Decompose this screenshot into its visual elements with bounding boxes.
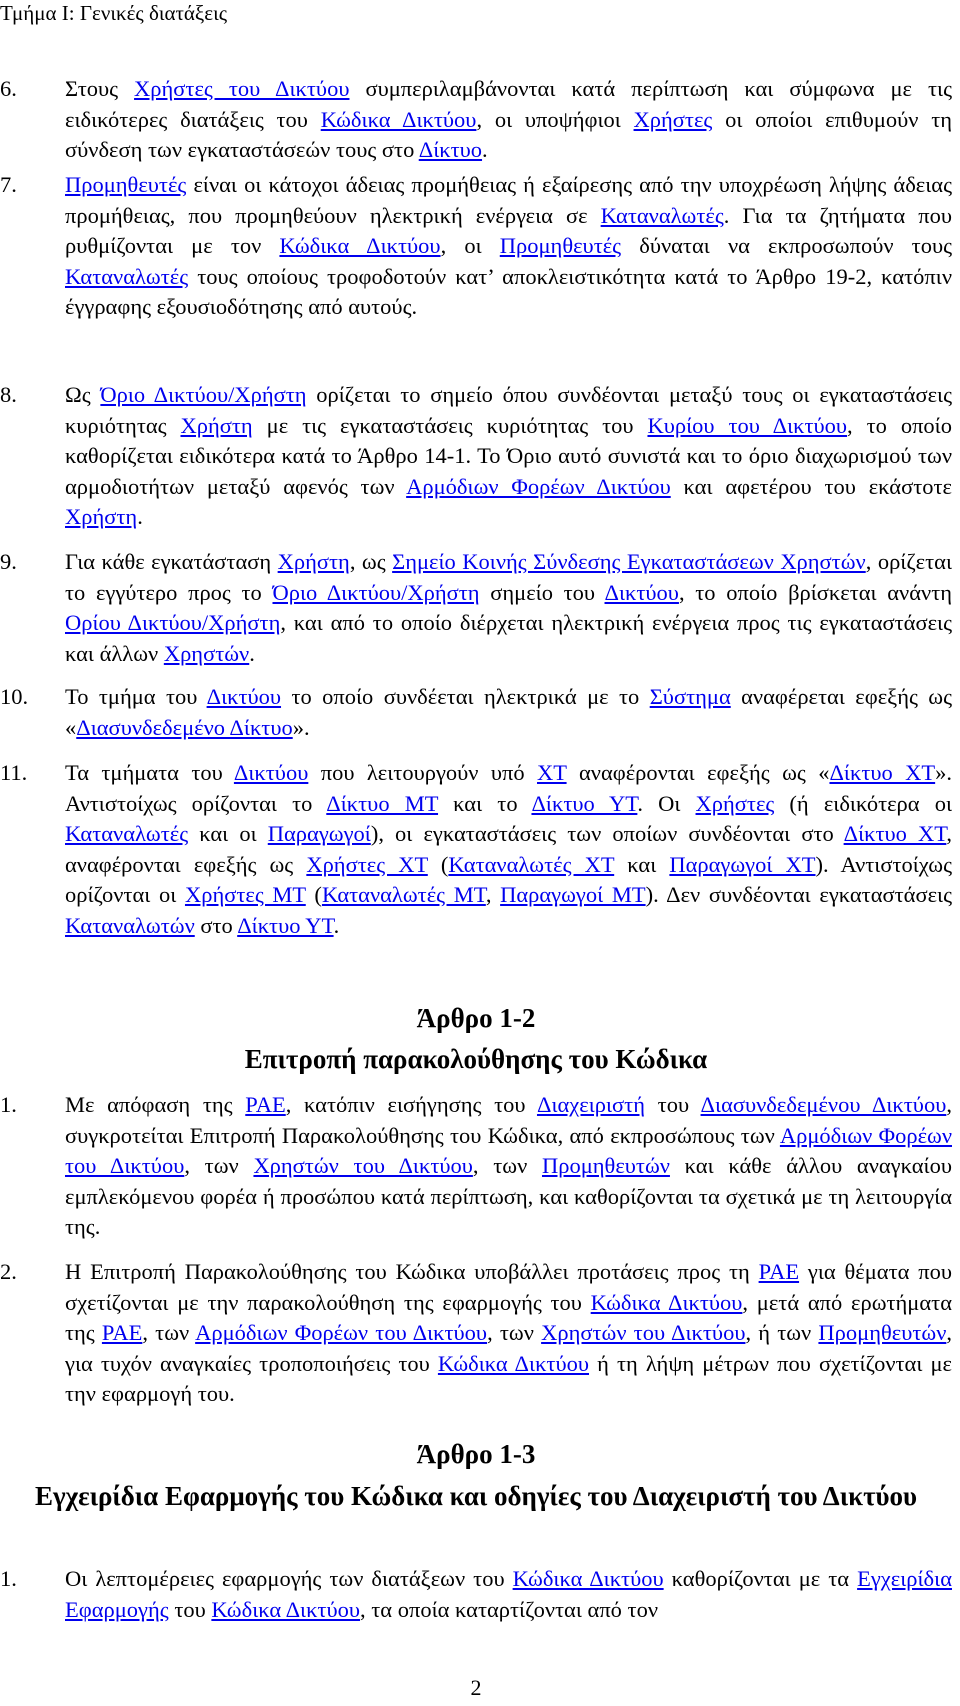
paragraph-1-3-1: [0, 1564, 952, 1625]
paragraph-text: , οι: [440, 233, 500, 258]
term-link[interactable]: Δίκτυο ΧΤ: [843, 821, 947, 846]
term-link[interactable]: Καταναλωτών: [65, 912, 195, 938]
article-subheading: Επιτροπή παρακολούθησης του Κώδικα: [244, 1044, 708, 1074]
paragraph-text: .: [482, 137, 488, 162]
paragraph-text: οι οποίοι επιθυμούν τη σύνδεση των εγκαταστάσεών τους στο: [65, 106, 953, 162]
paragraph-body: [65, 758, 952, 941]
paragraph-6: [0, 74, 952, 166]
paragraph-text: ορίζεται το σημείο όπου συνδέονται μεταξύ τους οι εγκαταστάσεις κυριότητας: [65, 382, 952, 438]
paragraph-text: με τις εγκαταστάσεις κυριότητας του: [252, 412, 648, 438]
paragraph-text: Οι λεπτομέρειες εφαρμογής των διατάξεων του: [65, 1566, 513, 1591]
paragraph-text: Με απόφαση της: [65, 1092, 246, 1117]
paragraph-11: [0, 758, 952, 941]
paragraph-text: .: [137, 504, 143, 529]
paragraph-text: καθορίζονται με τα: [663, 1566, 858, 1591]
paragraph-text: , των: [487, 1320, 542, 1345]
paragraph-text: , των: [142, 1320, 196, 1345]
term-link[interactable]: Καταναλωτές: [65, 263, 189, 289]
paragraph-body: [65, 1257, 952, 1410]
paragraph-text: , το οποίο βρίσκεται ανάντη: [678, 579, 953, 605]
paragraph-text: αναφέρεται εφεξής ως «: [65, 684, 953, 740]
paragraph-1-2-1: [0, 1090, 952, 1243]
paragraph-number: 8.: [0, 382, 17, 407]
paragraph-text: , το οποίο καθορίζεται ειδικότερα κατά το Άρθρο 14-1. Το Όριο αυτό συνιστά και το όριο διαχωρισμού των αρμοδιοτήτων μεταξύ αφενός των: [65, 412, 952, 499]
term-link[interactable]: Κώδικα Δικτύου: [320, 106, 477, 132]
paragraph-text: , κατόπιν εισήγησης του: [285, 1092, 537, 1117]
term-link[interactable]: Διασυνδεδεμένου Δικτύου: [700, 1092, 947, 1117]
paragraph-7: [0, 170, 952, 323]
paragraph-number: 10.: [0, 684, 29, 709]
term-link[interactable]: Δίκτυο: [418, 137, 483, 162]
term-link[interactable]: Κώδικα Δικτύου: [512, 1566, 664, 1591]
paragraph-text: (: [427, 851, 449, 877]
paragraph-text: στο: [194, 912, 238, 938]
term-link[interactable]: Διασυνδεδεμένο Δίκτυο: [76, 714, 293, 740]
paragraph-text: του: [168, 1596, 212, 1622]
paragraph-text: , οι υποψήφιοι: [476, 106, 634, 132]
term-link[interactable]: Αρμόδιων Φορέων του Δικτύου: [65, 1122, 952, 1178]
paragraph-body: [65, 74, 952, 166]
paragraph-body: [65, 547, 952, 669]
term-link[interactable]: Καταναλωτές ΧΤ: [448, 851, 615, 877]
term-link[interactable]: Κυρίου του Δικτύου: [647, 412, 848, 438]
term-link[interactable]: Παραγωγοί ΧΤ: [669, 851, 816, 877]
paragraph-text: και αφετέρου του εκάστοτε: [670, 473, 952, 499]
paragraph-1-2-2: [0, 1257, 952, 1410]
term-link[interactable]: Παραγωγοί: [267, 821, 371, 846]
term-link[interactable]: Σύστημα: [649, 684, 731, 709]
term-link[interactable]: Δίκτυο ΧΤ: [829, 760, 936, 785]
paragraph-text: τους οποίους τροφοδοτούν κατ’ αποκλειστικότητα κατά το Άρθρο 19-2, κατόπιν έγγραφης εξουσιοδότησης από αυτούς.: [65, 263, 952, 319]
paragraph-text: αναφέρονται εφεξής ως «: [566, 760, 830, 785]
term-link[interactable]: Διαχειριστή: [536, 1092, 645, 1117]
term-link[interactable]: Δίκτυο ΥΤ: [531, 790, 638, 816]
paragraph-text: , των: [472, 1153, 542, 1178]
page-number: 2: [470, 1675, 482, 1700]
term-link[interactable]: Όριο Δικτύου/Χρήστη: [100, 382, 307, 407]
term-link[interactable]: Σημείο Κοινής Σύνδεσης Εγκαταστάσεων Χρηστών: [392, 549, 866, 574]
term-link[interactable]: Ορίου Δικτύου/Χρήστη: [65, 610, 281, 635]
paragraph-body: [65, 1564, 952, 1625]
paragraph-text: .: [249, 640, 255, 666]
paragraph-text: ,: [485, 882, 501, 907]
term-link[interactable]: Κώδικα Δικτύου: [279, 233, 441, 258]
paragraph-text: ». Αντιστοίχως ορίζονται το: [65, 760, 953, 816]
paragraph-text: Στους: [65, 76, 135, 101]
paragraph-number: 1.: [0, 1092, 17, 1117]
term-link[interactable]: Χρήστη: [180, 412, 253, 438]
term-link[interactable]: Κώδικα Δικτύου: [590, 1289, 743, 1315]
term-link[interactable]: ΡΑΕ: [101, 1320, 143, 1345]
term-link[interactable]: Καταναλωτές: [65, 821, 189, 846]
paragraph-text: , συγκροτείται Επιτροπή Παρακολούθησης του Κώδικα, από εκπροσώπους των: [65, 1092, 952, 1148]
paragraph-text: ), οι εγκαταστάσεις των οποίων συνδέονται στο: [370, 821, 844, 846]
paragraph-text: Ως: [65, 382, 101, 407]
paragraph-text: Το τμήμα του: [65, 684, 207, 709]
term-link[interactable]: Χρήστη: [277, 549, 350, 574]
paragraph-text: και το: [438, 790, 532, 816]
term-link[interactable]: ΡΑΕ: [245, 1092, 286, 1117]
paragraph-text: είναι οι κάτοχοι άδειας προμήθειας ή εξαίρεσης από την υποχρέωση λήψης άδειας προμήθειας, που προμηθεύουν ηλεκτρική ενέργεια σε: [65, 172, 952, 228]
term-link[interactable]: Αρμόδιων Φορέων Δικτύου: [406, 473, 671, 499]
paragraph-text: Για κάθε εγκατάσταση: [65, 549, 278, 574]
term-link[interactable]: Όριο Δικτύου/Χρήστη: [272, 579, 480, 605]
term-link[interactable]: Προμηθευτών: [541, 1153, 670, 1178]
term-link[interactable]: Εγχειρίδια Εφαρμογής: [65, 1566, 952, 1622]
term-link[interactable]: Προμηθευτές: [65, 172, 187, 197]
term-link[interactable]: Χρήστη: [65, 504, 138, 529]
paragraph-number: 6.: [0, 76, 17, 101]
paragraph-8: [0, 380, 952, 533]
term-link[interactable]: Κώδικα Δικτύου: [211, 1596, 360, 1622]
term-link[interactable]: ΡΑΕ: [758, 1259, 800, 1284]
paragraph-text: που λειτουργούν υπό: [308, 760, 537, 785]
paragraph-text: και οι: [188, 821, 268, 846]
paragraph-number: 1.: [0, 1566, 17, 1591]
term-link[interactable]: Χρηστών: [163, 640, 250, 666]
paragraph-number: 9.: [0, 549, 17, 574]
paragraph-text: ). Δεν συνδέονται εγκαταστάσεις: [645, 882, 953, 907]
term-link[interactable]: ΧΤ: [537, 760, 567, 785]
paragraph-text: συμπεριλαμβάνονται κατά περίπτωση και σύμφωνα με τις ειδικότερες διατάξεις του: [65, 76, 952, 132]
paragraph-text: .: [333, 912, 340, 938]
term-link[interactable]: Καταναλωτές: [600, 202, 724, 228]
term-link[interactable]: Προμηθευτών: [818, 1320, 947, 1345]
paragraph-text: , για τυχόν αναγκαίες τροποποιήσεις του: [65, 1320, 952, 1376]
paragraph-10: [0, 682, 952, 743]
paragraph-text: , ως: [349, 549, 393, 574]
paragraph-text: το οποίο συνδέεται ηλεκτρικά με το: [281, 684, 650, 709]
term-link[interactable]: Χρήστες ΜΤ: [184, 882, 306, 907]
term-link[interactable]: Αρμόδιων Φορέων του Δικτύου: [195, 1320, 488, 1345]
paragraph-text: , και από το οποίο διέρχεται ηλεκτρική ενέργεια προς τις εγκαταστάσεις και άλλων: [65, 610, 952, 666]
paragraph-text: σημείο του: [479, 579, 605, 605]
paragraph-text: για θέματα που σχετίζονται με την παρακολούθηση της εφαρμογής του: [65, 1259, 952, 1315]
paragraph-body: [65, 1090, 952, 1243]
paragraph-text: , μετά από ερωτήματα της: [65, 1289, 952, 1345]
paragraph-number: 2.: [0, 1259, 17, 1284]
paragraph-text: . Για τα ζητήματα που ρυθμίζονται με τον: [65, 202, 952, 258]
term-link[interactable]: Δίκτυο ΜΤ: [326, 790, 439, 816]
paragraph-text: . Οι: [637, 790, 696, 816]
term-link[interactable]: Χρήστες: [633, 106, 713, 132]
paragraph-text: , των: [184, 1153, 254, 1178]
article-subheading: Εγχειρίδια Εφαρμογής του Κώδικα και οδηγίες του Διαχειριστή του Δικτύου: [34, 1481, 918, 1511]
paragraph-text: (ή ειδικότερα οι: [774, 790, 952, 816]
paragraph-text: , ή των: [745, 1320, 819, 1345]
paragraph-text: ή τη λήψη μέτρων που σχετίζονται με την εφαρμογή του.: [65, 1350, 952, 1406]
term-link[interactable]: Καταναλωτές ΜΤ: [321, 882, 486, 907]
article-heading: Άρθρο 1-2: [416, 1003, 536, 1033]
term-link[interactable]: Χρηστών του Δικτύου: [541, 1320, 746, 1345]
term-link[interactable]: Παραγωγοί ΜΤ: [500, 882, 646, 907]
paragraph-text: και κάθε άλλου αναγκαίου εμπλεκόμενου φορέα ή προσώπου κατά περίπτωση, και καθορίζονται τα σχετικά με τη λειτουργία της.: [65, 1153, 952, 1239]
paragraph-text: και: [614, 851, 670, 877]
term-link[interactable]: Κώδικα Δικτύου: [437, 1350, 589, 1376]
term-link[interactable]: Χρηστών του Δικτύου: [253, 1153, 473, 1178]
paragraph-text: , αναφέρονται εφεξής ως: [65, 821, 952, 877]
paragraph-text: , τα οποία καταρτίζονται από τον: [360, 1596, 659, 1622]
paragraph-text: , ορίζεται το εγγύτερο προς το: [65, 549, 952, 605]
paragraph-body: [65, 380, 952, 533]
paragraph-9: [0, 547, 952, 669]
article-heading: Άρθρο 1-3: [416, 1439, 536, 1469]
term-link[interactable]: Δικτύου: [206, 684, 282, 709]
paragraph-text: Τα τμήματα του: [65, 760, 234, 785]
term-link[interactable]: Χρήστες του Δικτύου: [134, 76, 350, 101]
term-link[interactable]: Προμηθευτές: [499, 233, 622, 258]
term-link[interactable]: Δικτύου: [604, 579, 679, 605]
paragraph-text: Η Επιτροπή Παρακολούθησης του Κώδικα υποβάλλει προτάσεις προς τη: [65, 1259, 759, 1284]
paragraph-body: [65, 682, 952, 743]
term-link[interactable]: Δικτύου: [233, 760, 309, 785]
term-link[interactable]: Χρήστες: [695, 790, 775, 816]
term-link[interactable]: Δίκτυο ΥΤ: [237, 912, 334, 938]
paragraph-text: ). Αντιστοίχως ορίζονται οι: [65, 851, 953, 907]
term-link[interactable]: Χρήστες ΧΤ: [306, 851, 428, 877]
paragraph-text: ».: [292, 714, 310, 740]
page-header: Τμήμα Ι: Γενικές διατάξεις: [0, 1, 228, 25]
paragraph-text: του: [645, 1092, 701, 1117]
paragraph-number: 11.: [0, 760, 28, 785]
paragraph-text: δύναται να εκπροσωπούν τους: [621, 233, 952, 258]
paragraph-text: (: [305, 882, 322, 907]
paragraph-body: [65, 170, 952, 323]
paragraph-number: 7.: [0, 172, 17, 197]
